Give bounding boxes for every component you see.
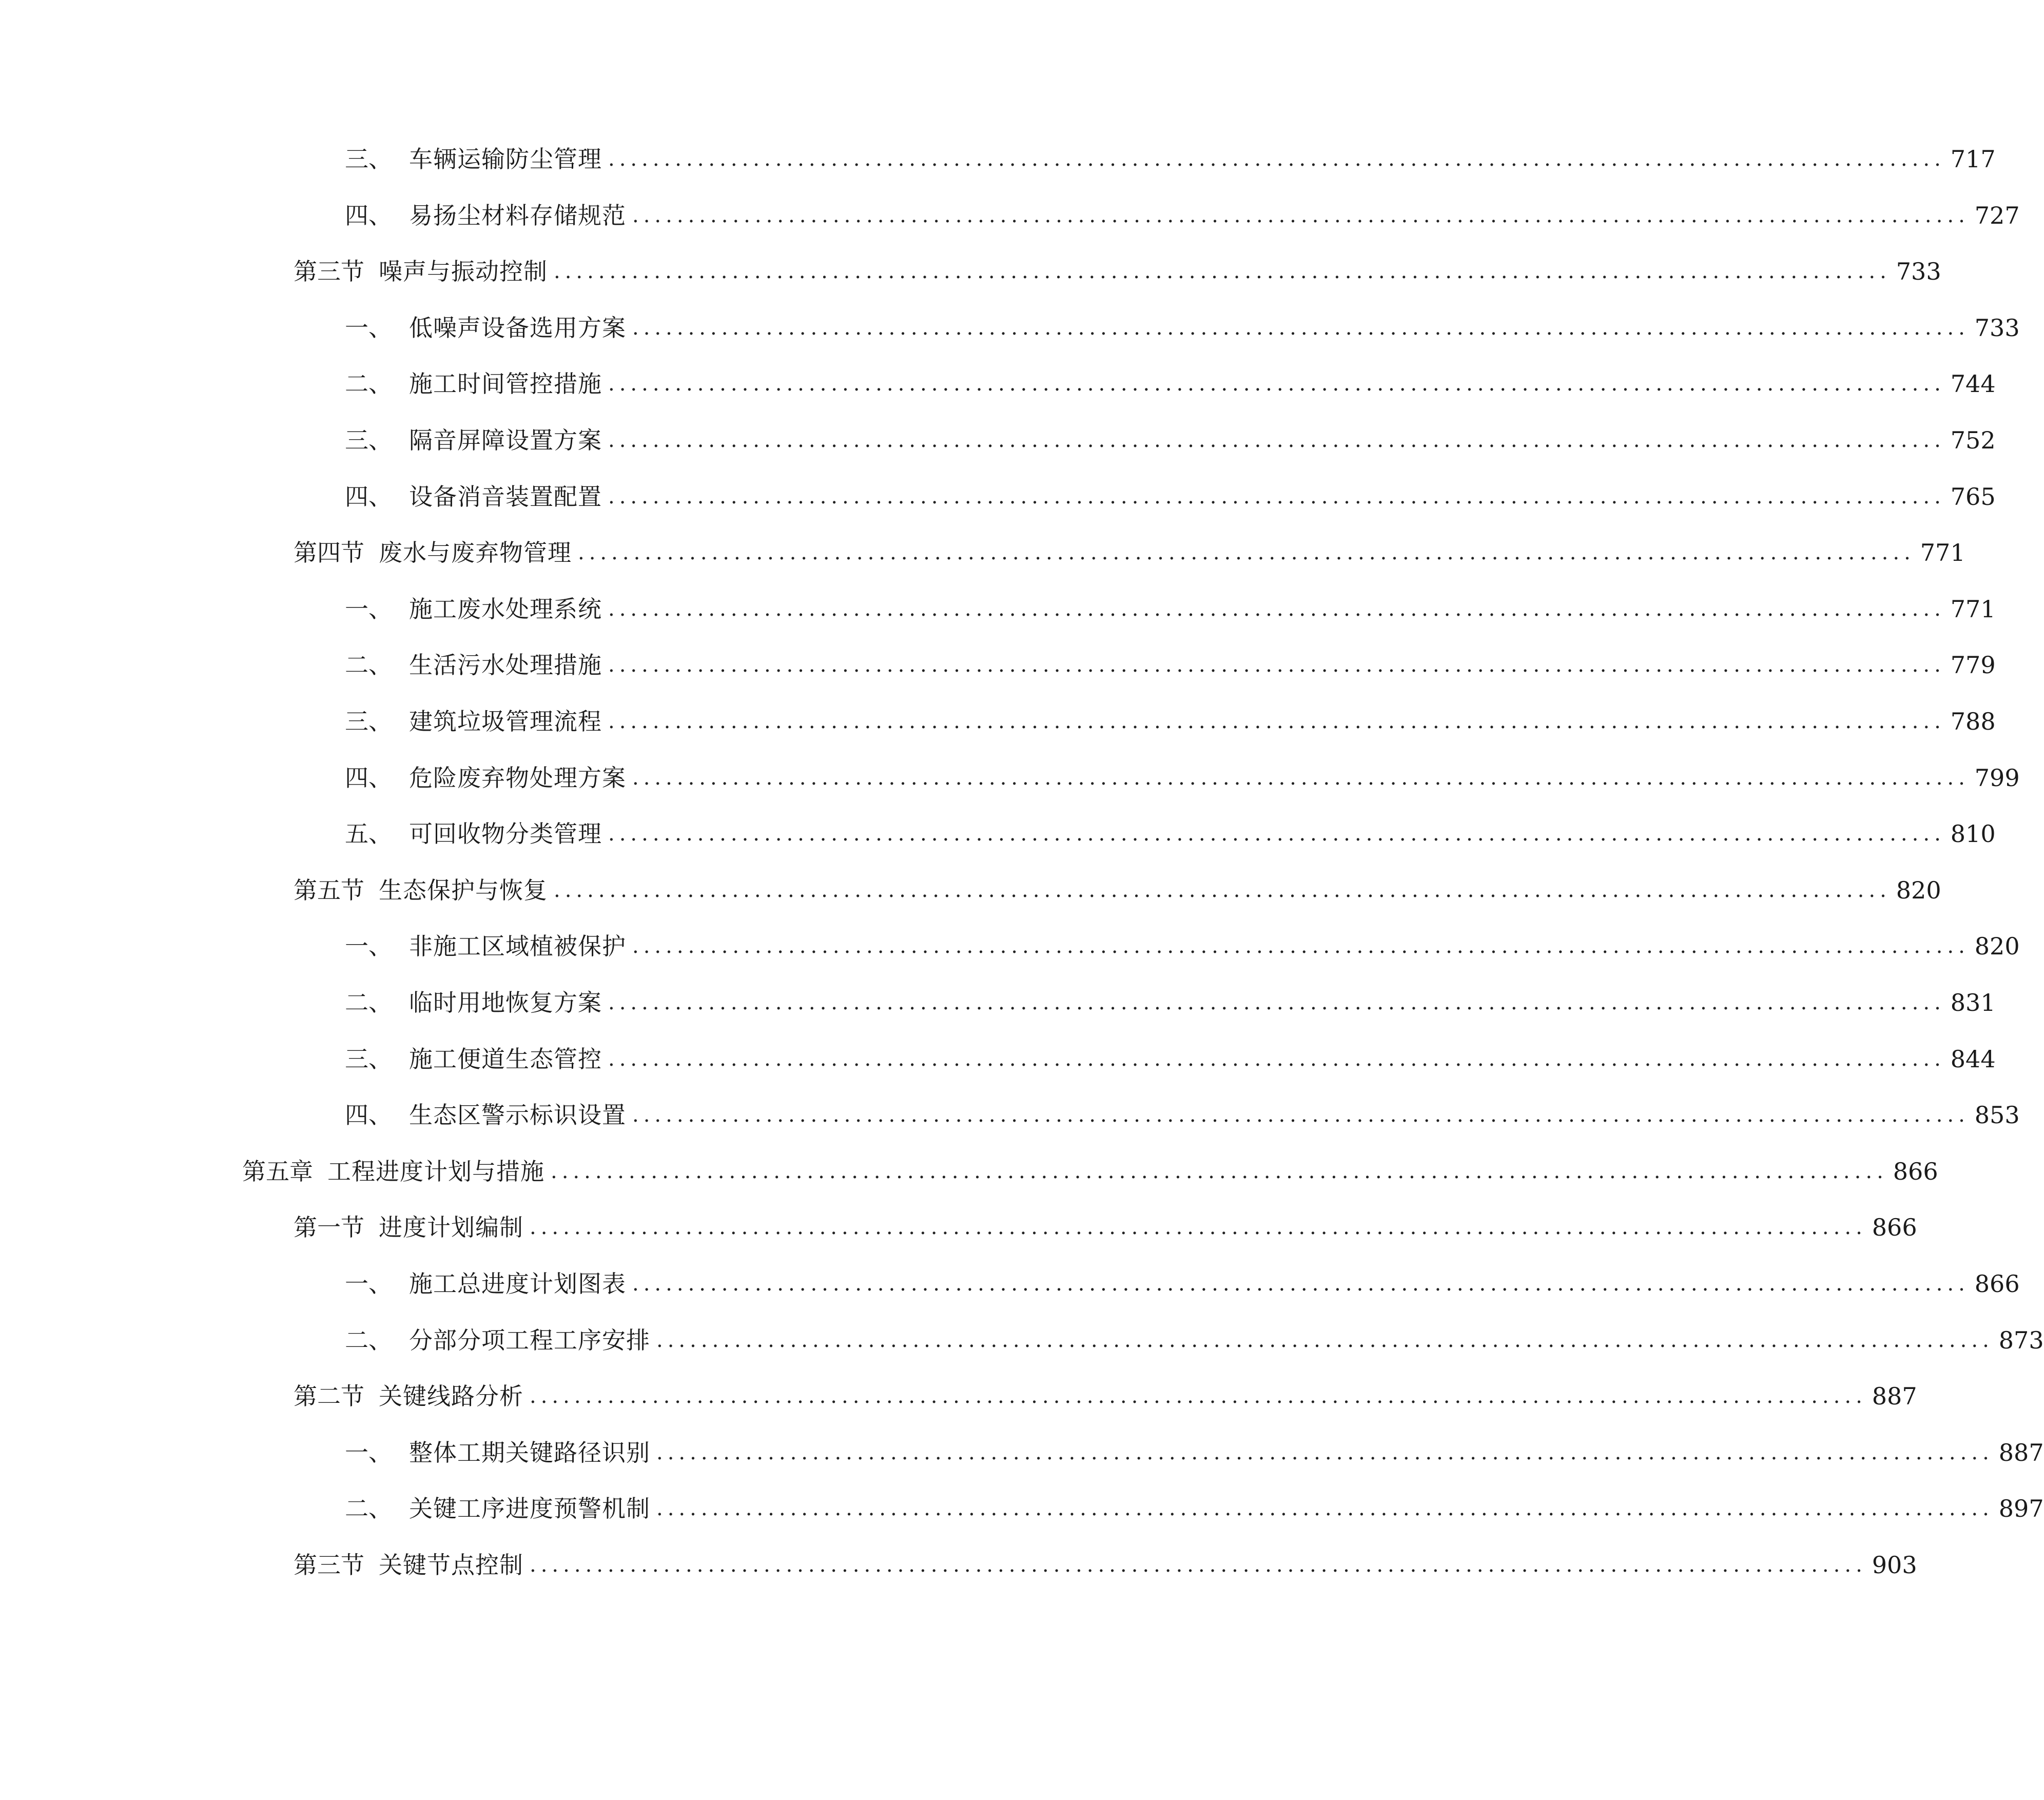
toc-entry[interactable] <box>345 926 2020 967</box>
toc-entry-number: 第三节 <box>294 1551 364 1579</box>
toc-entry-number: 一、 <box>345 1439 392 1466</box>
toc-entry-title: 可回收物分类管理 <box>409 820 602 848</box>
toc-entry-page-number: 897 <box>1998 1495 2044 1522</box>
toc-entry-number: 一、 <box>345 932 392 960</box>
toc-entry-title: 施工总进度计划图表 <box>409 1270 626 1298</box>
toc-entry-number: 第三节 <box>294 258 364 285</box>
dot-leader: ........................................................................................................................ <box>530 1216 1867 1239</box>
toc-entry-number: 一、 <box>345 1270 392 1298</box>
toc-entry-page-number: 810 <box>1950 820 1996 848</box>
toc-entry-title: 废水与废弃物管理 <box>379 539 572 566</box>
dot-leader: ........................................................................................................................ <box>554 878 1891 902</box>
toc-entry-number: 第一节 <box>294 1214 364 1241</box>
toc-entry-title: 关键工序进度预警机制 <box>409 1495 650 1522</box>
toc-entry-title: 车辆运输防尘管理 <box>409 145 602 173</box>
toc-entry[interactable] <box>345 195 2020 236</box>
toc-entry-title: 工程进度计划与措施 <box>327 1158 544 1185</box>
toc-entry-page-number: 866 <box>1974 1270 2020 1298</box>
toc-entry[interactable] <box>294 1544 1917 1586</box>
toc-entry-title: 施工时间管控措施 <box>409 370 602 398</box>
toc-entry[interactable] <box>345 1320 2044 1361</box>
toc-entry-title: 关键节点控制 <box>379 1551 523 1579</box>
toc-entry-title: 进度计划编制 <box>379 1214 523 1241</box>
toc-entry-page-number: 903 <box>1872 1551 1917 1579</box>
toc-entry-number: 三、 <box>345 426 392 454</box>
toc-entry-number: 三、 <box>345 1045 392 1073</box>
dot-leader: ........................................................................................................................ <box>656 1441 1994 1464</box>
toc-entry-page-number: 799 <box>1974 764 2020 792</box>
toc-entry-number: 一、 <box>345 595 392 623</box>
toc-entry-title: 临时用地恢复方案 <box>409 989 602 1016</box>
toc-entry-page-number: 866 <box>1893 1158 1938 1185</box>
toc-entry-page-number: 733 <box>1896 258 1941 285</box>
dot-leader: ........................................................................................................................ <box>608 485 1945 508</box>
toc-entry-title: 隔音屏障设置方案 <box>409 426 602 454</box>
toc-entry-number: 二、 <box>345 1326 392 1354</box>
toc-entry-page-number: 866 <box>1872 1214 1917 1241</box>
toc-entry[interactable] <box>294 251 1941 292</box>
toc-entry[interactable] <box>345 1488 2044 1529</box>
toc-entry[interactable] <box>345 589 1996 630</box>
toc-entry-number: 第二节 <box>294 1382 364 1410</box>
dot-leader: ........................................................................................................................ <box>632 1272 1970 1296</box>
dot-leader: ........................................................................................................................ <box>530 1553 1867 1577</box>
dot-leader: ........................................................................................................................ <box>656 1497 1994 1520</box>
toc-entry-number: 第五节 <box>294 876 364 904</box>
dot-leader: ........................................................................................................................ <box>632 934 1970 958</box>
toc-entry-title: 非施工区域植被保护 <box>409 932 626 960</box>
dot-leader: ........................................................................................................................ <box>632 766 1970 790</box>
toc-entry-page-number: 887 <box>1998 1439 2044 1466</box>
toc-entry[interactable] <box>345 363 1996 404</box>
toc-entry-title: 关键线路分析 <box>379 1382 523 1410</box>
toc-entry-title: 噪声与振动控制 <box>379 258 548 285</box>
toc-entry-number: 四、 <box>345 1101 392 1129</box>
toc-entry-page-number: 744 <box>1950 370 1996 398</box>
toc-entry-page-number: 779 <box>1950 651 1996 679</box>
toc-entry-title: 建筑垃圾管理流程 <box>409 708 602 735</box>
dot-leader: ........................................................................................................................ <box>608 372 1945 396</box>
toc-entry-number: 四、 <box>345 483 392 511</box>
toc-entry-number: 三、 <box>345 145 392 173</box>
dot-leader: ........................................................................................................................ <box>554 260 1891 283</box>
toc-entry[interactable] <box>345 476 1996 517</box>
dot-leader: ........................................................................................................................ <box>578 541 1915 564</box>
toc-entry-number: 四、 <box>345 764 392 792</box>
toc-entry-number: 二、 <box>345 989 392 1016</box>
toc-entry-title: 施工废水处理系统 <box>409 595 602 623</box>
toc-entry[interactable] <box>345 1094 2020 1136</box>
toc-entry-page-number: 771 <box>1920 539 1965 566</box>
toc-entry-title: 易扬尘材料存储规范 <box>409 202 626 229</box>
toc-entry-page-number: 765 <box>1950 483 1996 511</box>
toc-entry-title: 生态区警示标识设置 <box>409 1101 626 1129</box>
toc-entry-number: 第五章 <box>242 1158 313 1185</box>
toc-entry-number: 二、 <box>345 651 392 679</box>
toc-entry-page-number: 887 <box>1872 1382 1917 1410</box>
toc-entry[interactable] <box>294 1207 1917 1248</box>
toc-entry[interactable] <box>345 701 1996 742</box>
toc-entry-number: 三、 <box>345 708 392 735</box>
toc-entry[interactable] <box>345 1432 2044 1473</box>
toc-entry-page-number: 717 <box>1950 145 1996 173</box>
toc-entry[interactable] <box>345 982 1996 1023</box>
toc-entry-page-number: 771 <box>1950 595 1996 623</box>
toc-entry-number: 二、 <box>345 1495 392 1522</box>
dot-leader: ........................................................................................................................ <box>530 1384 1867 1408</box>
toc-entry-title: 设备消音装置配置 <box>409 483 602 511</box>
toc-entry-title: 生态保护与恢复 <box>379 876 548 904</box>
toc-entry[interactable] <box>345 139 1996 180</box>
toc-entry-page-number: 820 <box>1896 876 1941 904</box>
dot-leader: ........................................................................................................................ <box>608 428 1945 452</box>
dot-leader: ........................................................................................................................ <box>632 204 1970 227</box>
toc-entry-number: 二、 <box>345 370 392 398</box>
toc-entry-title: 生活污水处理措施 <box>409 651 602 679</box>
dot-leader: ........................................................................................................................ <box>656 1328 1994 1352</box>
dot-leader: ........................................................................................................................ <box>632 316 1970 340</box>
toc-entry[interactable] <box>294 532 1965 573</box>
toc-entry[interactable] <box>294 1376 1917 1417</box>
toc-entry[interactable] <box>345 644 1996 686</box>
dot-leader: ........................................................................................................................ <box>608 597 1945 621</box>
dot-leader: ........................................................................................................................ <box>551 1160 1888 1183</box>
toc-entry[interactable] <box>242 1151 1938 1192</box>
toc-entry-page-number: 853 <box>1974 1101 2020 1129</box>
toc-entry[interactable] <box>345 757 2020 798</box>
toc-entry-number: 五、 <box>345 820 392 848</box>
toc-entry-page-number: 873 <box>1998 1326 2044 1354</box>
toc-entry[interactable] <box>294 870 1941 911</box>
toc-entry[interactable] <box>345 307 2020 348</box>
dot-leader: ........................................................................................................................ <box>608 991 1945 1014</box>
toc-entry-page-number: 788 <box>1950 708 1996 735</box>
toc-entry-title: 危险废弃物处理方案 <box>409 764 626 792</box>
dot-leader: ........................................................................................................................ <box>608 147 1945 171</box>
dot-leader: ........................................................................................................................ <box>608 1047 1945 1071</box>
toc-entry-number: 一、 <box>345 314 392 342</box>
toc-entry-title: 整体工期关键路径识别 <box>409 1439 650 1466</box>
toc-entry-page-number: 752 <box>1950 426 1996 454</box>
toc-entry-number: 第四节 <box>294 539 364 566</box>
toc-entry[interactable] <box>345 813 1996 854</box>
dot-leader: ........................................................................................................................ <box>608 653 1945 677</box>
toc-entry-page-number: 831 <box>1950 989 1996 1016</box>
toc-entry-page-number: 727 <box>1974 202 2020 229</box>
toc-entry[interactable] <box>345 420 1996 461</box>
dot-leader: ........................................................................................................................ <box>608 822 1945 846</box>
dot-leader: ........................................................................................................................ <box>608 710 1945 733</box>
toc-entry-page-number: 733 <box>1974 314 2020 342</box>
toc-entry-title: 施工便道生态管控 <box>409 1045 602 1073</box>
dot-leader: ........................................................................................................................ <box>632 1103 1970 1127</box>
toc-entry-title: 分部分项工程工序安排 <box>409 1326 650 1354</box>
toc-entry[interactable] <box>345 1039 1996 1080</box>
toc-entry-page-number: 820 <box>1974 932 2020 960</box>
toc-entry-page-number: 844 <box>1950 1045 1996 1073</box>
toc-entry-number: 四、 <box>345 202 392 229</box>
toc-entry-title: 低噪声设备选用方案 <box>409 314 626 342</box>
toc-entry[interactable] <box>345 1263 2020 1304</box>
